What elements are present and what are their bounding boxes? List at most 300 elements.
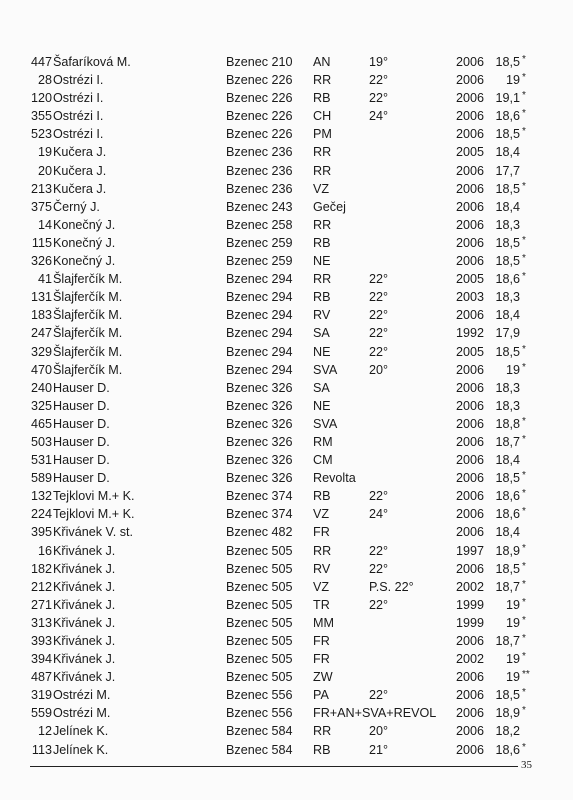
variety-code: TR: [313, 597, 330, 612]
record-number: 271: [30, 597, 52, 612]
owner-name: Kučera J.: [53, 145, 107, 160]
owner-name: Křivánek J.: [53, 579, 116, 594]
record-number: 212: [30, 579, 52, 594]
owner-name: Kučera J.: [53, 163, 107, 178]
year: 2006: [455, 73, 484, 88]
location: Bzenec 326: [226, 416, 293, 431]
location: Bzenec 584: [226, 724, 293, 739]
location: Bzenec 243: [226, 199, 293, 214]
variety-code: Gečej: [313, 199, 346, 214]
marker: *: [522, 72, 526, 84]
temperature: 22°: [369, 308, 389, 323]
temperature: 20°: [369, 362, 389, 377]
year: 2006: [455, 434, 484, 449]
record-number: 120: [30, 91, 52, 106]
record-number: 589: [30, 471, 52, 486]
owner-name: Konečný J.: [53, 254, 116, 269]
table-row: [0, 180, 573, 198]
marker: *: [522, 651, 526, 663]
temperature: 22°: [369, 344, 389, 359]
record-number: 240: [30, 380, 52, 395]
record-number: 326: [30, 254, 52, 269]
variety-code: FR: [313, 525, 330, 540]
year: 2006: [455, 109, 484, 124]
year: 2006: [455, 489, 484, 504]
value: 18,5: [495, 688, 520, 703]
record-number: 394: [30, 652, 52, 667]
table-row: [0, 722, 573, 740]
owner-name: Jelínek K.: [53, 724, 109, 739]
record-number: 393: [30, 634, 52, 648]
marker: *: [522, 180, 526, 192]
table-row: [0, 487, 573, 505]
owner-name: Šlajferčík M.: [53, 362, 123, 377]
variety-code: RB: [313, 742, 331, 757]
variety-code: NE: [313, 398, 331, 413]
record-number: 12: [37, 724, 52, 739]
location: Bzenec 294: [226, 326, 293, 341]
variety-code: MM: [313, 615, 334, 630]
variety-code: RR: [313, 73, 332, 88]
value: 17,9: [495, 326, 520, 341]
table-row: [0, 143, 573, 161]
record-number: 559: [30, 706, 52, 721]
variety-code: RV: [313, 308, 331, 323]
variety-code: RR: [313, 724, 332, 739]
record-number: 325: [30, 398, 52, 413]
location: Bzenec 505: [226, 579, 293, 594]
temperature: 24°: [369, 507, 389, 522]
year: 2006: [455, 561, 484, 576]
location: Bzenec 505: [226, 597, 293, 612]
owner-name: Tejklovi M.+ K.: [53, 507, 135, 522]
location: Bzenec 505: [226, 634, 293, 648]
temperature: 22°: [369, 688, 389, 703]
owner-name: Konečný J.: [53, 217, 116, 232]
value: 18,5: [495, 254, 520, 269]
location: Bzenec 294: [226, 362, 293, 377]
marker: *: [522, 470, 526, 482]
record-number: 395: [30, 525, 52, 540]
variety-code: RV: [313, 561, 331, 576]
owner-name: Konečný J.: [53, 235, 116, 250]
year: 2006: [455, 127, 484, 142]
location: Bzenec 294: [226, 344, 293, 359]
table-row: [0, 53, 573, 71]
value: 18,6: [495, 109, 520, 124]
variety-code: FR+AN+SVA+REVOL: [313, 706, 437, 721]
table-row: [0, 270, 573, 288]
value: 19: [505, 362, 520, 377]
marker: *: [522, 343, 526, 355]
temperature: 24°: [369, 109, 389, 124]
record-number: 447: [30, 55, 52, 69]
year: 1997: [455, 543, 484, 558]
location: Bzenec 505: [226, 615, 293, 630]
marker: *: [522, 542, 526, 554]
owner-name: Hauser D.: [53, 416, 110, 431]
marker: *: [522, 741, 526, 753]
year: 2006: [455, 742, 484, 757]
year: 2006: [455, 254, 484, 269]
variety-code: Revolta: [313, 471, 356, 486]
owner-name: Hauser D.: [53, 471, 110, 486]
table-row: [0, 324, 573, 342]
variety-code: NE: [313, 254, 331, 269]
record-number: 523: [30, 127, 52, 142]
owner-name: Černý J.: [53, 199, 100, 214]
record-number: 329: [30, 344, 52, 359]
table-row: [0, 125, 573, 143]
variety-code: PM: [313, 127, 332, 142]
year: 2006: [455, 181, 484, 196]
value: 18,5: [495, 561, 520, 576]
value: 19: [505, 597, 520, 612]
temperature: 21°: [369, 742, 389, 757]
marker: *: [522, 488, 526, 500]
owner-name: Ostrézi I.: [53, 109, 104, 124]
value: 18,6: [495, 489, 520, 504]
owner-name: Hauser D.: [53, 380, 110, 395]
owner-name: Šlajferčík M.: [53, 290, 123, 305]
year: 2006: [455, 362, 484, 377]
table-row: [0, 704, 573, 722]
marker: *: [522, 253, 526, 265]
location: Bzenec 258: [226, 217, 293, 232]
owner-name: Křivánek J.: [53, 670, 116, 685]
value: 18,4: [495, 199, 520, 214]
variety-code: CH: [313, 109, 332, 124]
owner-name: Křivánek J.: [53, 615, 116, 630]
owner-name: Hauser D.: [53, 398, 110, 413]
table-row: [0, 686, 573, 704]
location: Bzenec 226: [226, 91, 293, 106]
year: 2006: [455, 380, 484, 395]
table-row: [0, 89, 573, 107]
year: 2005: [455, 344, 484, 359]
record-number: 213: [30, 181, 52, 196]
location: Bzenec 226: [226, 73, 293, 88]
value: 19: [505, 652, 520, 667]
location: Bzenec 326: [226, 453, 293, 468]
variety-code: RR: [313, 163, 332, 178]
value: 18,8: [495, 416, 520, 431]
table-row: [0, 397, 573, 415]
year: 2006: [455, 163, 484, 178]
year: 2002: [455, 579, 484, 594]
record-number: 313: [30, 615, 52, 630]
record-number: 132: [30, 489, 52, 504]
variety-code: RB: [313, 290, 331, 305]
table-row: [0, 234, 573, 252]
location: Bzenec 294: [226, 290, 293, 305]
year: 1992: [455, 326, 484, 341]
variety-code: AN: [313, 55, 331, 69]
year: 2006: [455, 55, 484, 69]
owner-name: Křivánek J.: [53, 561, 116, 576]
year: 2006: [455, 471, 484, 486]
temperature: 20°: [369, 724, 389, 739]
marker: *: [522, 687, 526, 699]
location: Bzenec 374: [226, 489, 293, 504]
temperature: 22°: [369, 561, 389, 576]
marker: *: [522, 54, 526, 65]
value: 18,3: [495, 398, 520, 413]
value: 18,7: [495, 634, 520, 648]
table-row: [0, 614, 573, 632]
variety-code: RB: [313, 91, 331, 106]
table-row: [0, 343, 573, 361]
record-number: 503: [30, 434, 52, 449]
table-row: [0, 361, 573, 379]
record-number: 16: [37, 543, 52, 558]
record-number: 182: [30, 561, 52, 576]
record-number: 14: [37, 217, 52, 232]
owner-name: Ostrézi I.: [53, 127, 104, 142]
marker: *: [522, 415, 526, 427]
location: Bzenec 210: [226, 55, 293, 69]
year: 2006: [455, 217, 484, 232]
records-table: [0, 53, 573, 759]
value: 18,2: [495, 724, 520, 739]
table-row: [0, 505, 573, 523]
location: Bzenec 505: [226, 543, 293, 558]
table-row: [0, 650, 573, 668]
owner-name: Ostrézi I.: [53, 91, 104, 106]
value: 18,9: [495, 543, 520, 558]
table-row: [0, 306, 573, 324]
variety-code: SVA: [313, 362, 338, 377]
owner-name: Ostrézi M.: [53, 706, 111, 721]
table-row: [0, 668, 573, 686]
marker: *: [522, 234, 526, 246]
value: 18,5: [495, 127, 520, 142]
record-number: 113: [31, 742, 52, 757]
table-row: [0, 596, 573, 614]
owner-name: Šlajferčík M.: [53, 326, 123, 341]
record-number: 20: [37, 163, 52, 178]
record-number: 131: [30, 290, 52, 305]
value: 18,5: [495, 235, 520, 250]
temperature: 22°: [369, 326, 389, 341]
variety-code: CM: [313, 453, 333, 468]
record-number: 531: [30, 453, 52, 468]
table-row: [0, 107, 573, 125]
value: 18,4: [495, 308, 520, 323]
marker: *: [522, 506, 526, 518]
year: 2003: [455, 290, 484, 305]
location: Bzenec 326: [226, 434, 293, 449]
year: 2006: [455, 308, 484, 323]
marker: *: [522, 126, 526, 138]
year: 2005: [455, 145, 484, 160]
variety-code: RR: [313, 543, 332, 558]
location: Bzenec 236: [226, 181, 293, 196]
year: 2006: [455, 416, 484, 431]
value: 19: [505, 73, 520, 88]
year: 2006: [455, 688, 484, 703]
year: 1999: [455, 615, 484, 630]
variety-code: FR: [313, 634, 330, 648]
table-row: [0, 741, 573, 759]
record-number: 247: [30, 326, 52, 341]
year: 2006: [455, 199, 484, 214]
record-number: 28: [37, 73, 52, 88]
variety-code: RB: [313, 489, 331, 504]
location: Bzenec 374: [226, 507, 293, 522]
owner-name: Tejklovi M.+ K.: [53, 489, 135, 504]
marker: *: [522, 705, 526, 717]
table-row: [0, 252, 573, 270]
value: 18,3: [495, 217, 520, 232]
record-number: 183: [30, 308, 52, 323]
owner-name: Křivánek J.: [53, 543, 116, 558]
marker: *: [522, 596, 526, 608]
value: 18,5: [495, 181, 520, 196]
location: Bzenec 505: [226, 561, 293, 576]
temperature: 22°: [369, 73, 389, 88]
value: 17,7: [495, 163, 520, 178]
value: 18,9: [495, 706, 520, 721]
record-number: 465: [30, 416, 52, 431]
year: 2006: [455, 91, 484, 106]
marker: *: [522, 271, 526, 283]
variety-code: ZW: [313, 670, 333, 685]
location: Bzenec 226: [226, 127, 293, 142]
variety-code: SA: [313, 326, 330, 341]
year: 2006: [455, 525, 484, 540]
record-number: 115: [31, 235, 52, 250]
year: 2005: [455, 272, 484, 287]
record-number: 19: [37, 145, 52, 160]
table-row: [0, 162, 573, 180]
page-number: 35: [521, 759, 532, 771]
owner-name: Křivánek J.: [53, 634, 116, 648]
temperature: 22°: [369, 543, 389, 558]
temperature: 22°: [369, 290, 389, 305]
record-number: 487: [30, 670, 52, 685]
table-row: [0, 415, 573, 433]
marker: *: [522, 560, 526, 572]
record-number: 375: [30, 199, 52, 214]
location: Bzenec 226: [226, 109, 293, 124]
owner-name: Jelínek K.: [53, 742, 109, 757]
year: 2006: [455, 235, 484, 250]
location: Bzenec 236: [226, 163, 293, 178]
owner-name: Kučera J.: [53, 181, 107, 196]
location: Bzenec 326: [226, 380, 293, 395]
variety-code: SA: [313, 380, 330, 395]
record-number: 224: [30, 507, 52, 522]
marker: *: [522, 433, 526, 445]
year: 1999: [455, 597, 484, 612]
value: 18,3: [495, 290, 520, 305]
location: Bzenec 505: [226, 670, 293, 685]
owner-name: Hauser D.: [53, 434, 110, 449]
variety-code: RB: [313, 235, 331, 250]
record-number: 319: [30, 688, 52, 703]
owner-name: Hauser D.: [53, 453, 110, 468]
year: 2006: [455, 634, 484, 648]
value: 18,6: [495, 272, 520, 287]
year: 2006: [455, 507, 484, 522]
table-row: [0, 560, 573, 578]
temperature: 22°: [369, 489, 389, 504]
marker: *: [522, 108, 526, 120]
temperature: 22°: [369, 272, 389, 287]
value: 18,7: [495, 434, 520, 449]
variety-code: VZ: [313, 507, 330, 522]
year: 2006: [455, 453, 484, 468]
temperature: 22°: [369, 91, 389, 106]
record-number: 470: [30, 362, 52, 377]
marker: **: [522, 669, 530, 681]
year: 2006: [455, 670, 484, 685]
table-row: [0, 451, 573, 469]
variety-code: VZ: [313, 579, 330, 594]
owner-name: Šlajferčík M.: [53, 344, 123, 359]
variety-code: RM: [313, 434, 333, 449]
location: Bzenec 505: [226, 652, 293, 667]
value: 19: [505, 670, 520, 685]
owner-name: Šlajferčík M.: [53, 308, 123, 323]
table-row: [0, 288, 573, 306]
marker: *: [522, 578, 526, 590]
owner-name: Šlajferčík M.: [53, 272, 123, 287]
location: Bzenec 482: [226, 525, 293, 540]
year: 2006: [455, 398, 484, 413]
value: 18,4: [495, 453, 520, 468]
value: 19,1: [495, 91, 520, 106]
location: Bzenec 294: [226, 308, 293, 323]
table-row: [0, 71, 573, 89]
location: Bzenec 294: [226, 272, 293, 287]
value: 18,3: [495, 380, 520, 395]
value: 18,6: [495, 507, 520, 522]
temperature: P.S. 22°: [369, 579, 414, 594]
footer-rule: [30, 766, 518, 767]
variety-code: FR: [313, 652, 330, 667]
value: 18,5: [495, 55, 520, 69]
value: 19: [505, 615, 520, 630]
year: 2006: [455, 724, 484, 739]
temperature: 22°: [369, 597, 389, 612]
table-row: [0, 433, 573, 451]
variety-code: RR: [313, 217, 332, 232]
location: Bzenec 556: [226, 688, 293, 703]
value: 18,5: [495, 471, 520, 486]
location: Bzenec 259: [226, 235, 293, 250]
value: 18,4: [495, 525, 520, 540]
table-row: [0, 469, 573, 487]
table-row: [0, 542, 573, 560]
table-row: [0, 578, 573, 596]
variety-code: RR: [313, 272, 332, 287]
value: 18,6: [495, 742, 520, 757]
marker: *: [522, 90, 526, 102]
location: Bzenec 236: [226, 145, 293, 160]
owner-name: Křivánek V. st.: [53, 525, 134, 540]
table-row: [0, 216, 573, 234]
record-number: 41: [37, 272, 52, 287]
record-number: 355: [30, 109, 52, 124]
marker: *: [522, 614, 526, 626]
owner-name: Křivánek J.: [53, 652, 116, 667]
variety-code: NE: [313, 344, 331, 359]
value: 18,7: [495, 579, 520, 594]
table-row: [0, 523, 573, 541]
variety-code: VZ: [313, 181, 330, 196]
